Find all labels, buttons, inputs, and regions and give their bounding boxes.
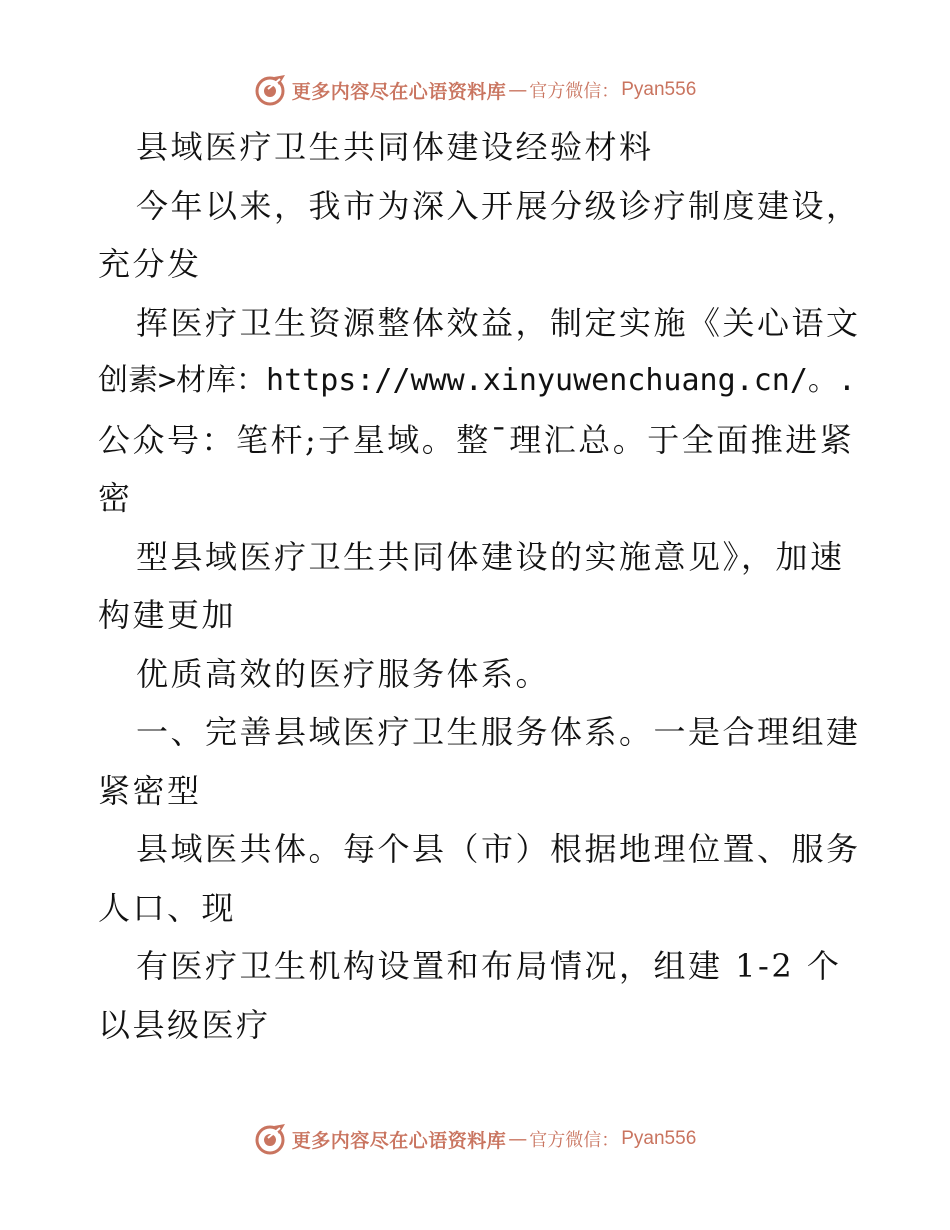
document-line: 创素>材库：https://www.xinyuwenchuang.cn/。. [98,363,856,398]
document-line: 挥医疗卫生资源整体效益，制定实施《关心语文 [136,303,861,342]
document-body [98,118,861,1054]
banner-wechat-id: Pyan556 [621,79,697,100]
document-line: 紧密型 [98,771,202,810]
banner-wechat-label: 官方微信： [529,81,620,102]
document-line: 今年以来，我市为深入开展分级诊疗制度建设， [136,186,861,225]
document-line: 构建更加 [98,596,237,634]
pen-circle-logo-icon [254,73,288,107]
document-line: 以县级医疗 [98,1005,271,1044]
document-line: 优质高效的医疗服务体系。 [136,654,551,693]
banner-separator: — [508,1128,528,1150]
document-line: 人口、现 [98,888,237,927]
document-line: 县域医共体。每个县（市）根据地理位置、服务 [136,830,861,868]
document-line: 县域医疗卫生共同体建设经验材料 [136,128,654,166]
pen-circle-logo-icon [254,1122,288,1156]
footer-banner [0,1117,950,1161]
document-line: 型县域医疗卫生共同体建设的实施意见》，加速 [136,537,845,576]
document-line: 公众号：笔杆;子星域。整¯理汇总。于全面推进紧 [98,420,855,459]
banner-wechat-id: Pyan556 [621,1128,697,1149]
document-line: 有医疗卫生机构设置和布局情况，组建 1-2 个 [136,947,842,985]
banner-text: 更多内容尽在心语资料库 [291,80,507,103]
banner-separator: — [508,79,528,101]
document-line: 一、完善县域医疗卫生服务体系。一是合理组建 [136,713,861,751]
document-line: 密 [98,479,133,517]
document-line: 充分发 [98,245,202,283]
header-banner [0,68,950,112]
banner-wechat-label: 官方微信： [529,1130,620,1151]
banner-text: 更多内容尽在心语资料库 [291,1129,507,1152]
